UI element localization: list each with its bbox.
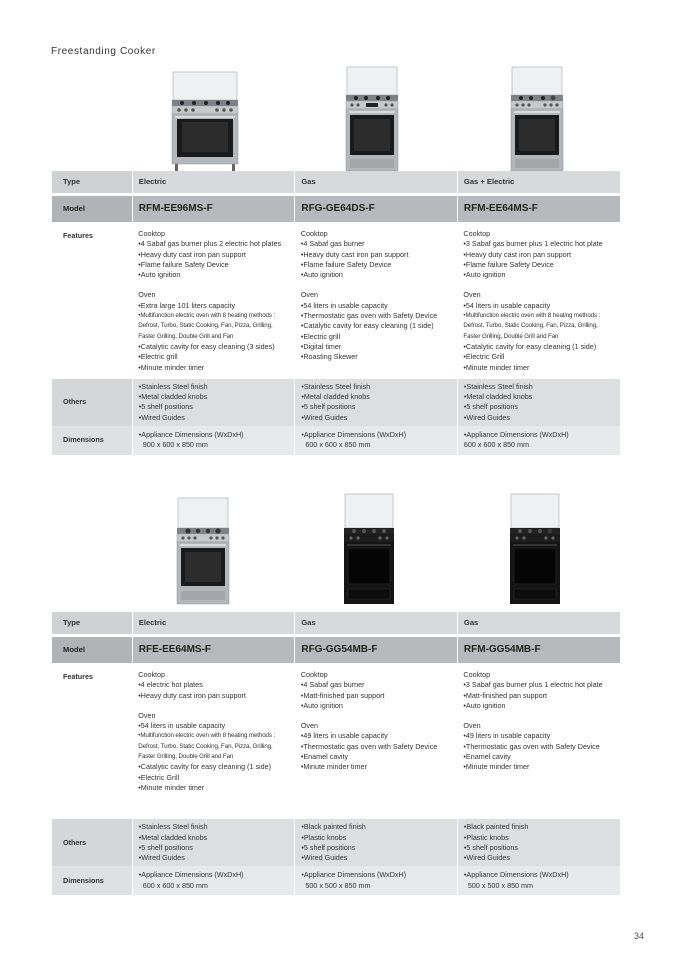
feature-line: •Flame failure Safety Device (300, 259, 392, 269)
other-line: •Black painted finish (301, 822, 366, 832)
features-cell (295, 663, 458, 819)
cooktop-heading: Cooktop (463, 670, 491, 679)
cooker-image-rfe-ee64ms-f (175, 496, 231, 608)
feature-line: •54 liters in usable capacity (463, 300, 551, 310)
model-cell: RFM-GG54MB-F (457, 637, 620, 663)
feature-line: •Auto ignition (463, 700, 506, 710)
feature-line: •Heavy duty cast iron pan support (138, 690, 246, 700)
feature-line: •Digital timer (300, 341, 342, 351)
feature-line: •49 liters in usable capacity (463, 731, 551, 741)
type-cell: Gas (295, 612, 458, 634)
dimensions-cell (295, 426, 458, 455)
feature-line: •Minute minder timer (463, 762, 530, 772)
others-cell (295, 379, 458, 426)
feature-line: •Flame failure Safety Device (138, 259, 229, 269)
feature-line: •Flame failure Safety Device (463, 259, 554, 269)
other-line: •Plastic knobs (301, 832, 347, 842)
model-cell: RFM-EE96MS-F (132, 196, 295, 222)
spec-table-1 (52, 171, 620, 455)
feature-line: •Electric Grill (463, 352, 505, 362)
cooker-image-rfm-gg54mb-f (508, 492, 562, 608)
oven-heading: Oven (138, 710, 156, 720)
other-line: •Metal cladded knobs (138, 832, 208, 842)
features-cell (295, 222, 458, 379)
other-line: •Stainless Steel finish (138, 822, 208, 832)
other-line: •Wired Guides (301, 412, 348, 422)
feature-line: Defrost, Turbo, Static Cooking, Fan, Pizza, Grilling, (138, 322, 273, 330)
dimensions-cell (457, 866, 620, 895)
page-title: Freestanding Cooker (51, 46, 156, 57)
dimensions-caption: •Appliance Dimensions (WxDxH) (463, 870, 569, 880)
feature-line: Defrost, Turbo, Static Cooking, Fan, Pizza, Grilling, (138, 742, 273, 750)
features-row (52, 222, 620, 379)
feature-line: •Thermostatic gas oven with Safety Device (300, 741, 438, 751)
features-cell (132, 663, 295, 819)
dimensions-caption: •Appliance Dimensions (WxDxH) (301, 430, 407, 440)
feature-line: •Matt-finished pan support (463, 690, 548, 700)
dimensions-value: 900 x 600 x 850 mm (142, 440, 208, 450)
dimensions-label: Dimensions (52, 426, 132, 455)
feature-line: •Thermostatic gas oven with Safety Device (300, 311, 438, 321)
feature-line: •Minute minder timer (463, 362, 530, 372)
other-line: •5 shelf positions (301, 402, 356, 412)
type-cell: Electric (132, 171, 295, 193)
cooktop-heading: Cooktop (300, 229, 328, 238)
feature-line: •Electric grill (300, 331, 341, 341)
other-line: •Stainless Steel finish (301, 381, 371, 391)
oven-heading: Oven (463, 290, 481, 300)
model-cell: RFG-GG54MB-F (295, 637, 458, 663)
other-line: •5 shelf positions (138, 842, 193, 852)
feature-line: •Minute minder timer (138, 782, 205, 792)
type-label: Type (52, 171, 132, 193)
features-row (52, 663, 620, 819)
feature-line: •Catalytic cavity for easy cleaning (3 sides) (138, 341, 275, 351)
others-cell (295, 819, 458, 866)
feature-line: •Heavy duty cast iron pan support (300, 249, 409, 259)
feature-line: •Roasting Skewer (300, 352, 358, 362)
model-row (52, 196, 620, 222)
dimensions-cell (457, 426, 620, 455)
feature-line: •Heavy duty cast iron pan support (138, 249, 246, 259)
others-row (52, 379, 620, 426)
feature-line: •Catalytic cavity for easy cleaning (1 side) (463, 341, 597, 351)
dimensions-value: 500 x 500 x 850 mm (305, 880, 371, 890)
other-line: •5 shelf positions (463, 842, 518, 852)
others-row (52, 819, 620, 866)
product-images-1 (52, 60, 620, 175)
dimensions-caption: •Appliance Dimensions (WxDxH) (138, 430, 244, 440)
type-row (52, 612, 620, 634)
dimensions-label: Dimensions (52, 866, 132, 895)
feature-line: Faster Grilling, Double Grill and Fan (138, 332, 234, 340)
feature-line: •Catalytic cavity for easy cleaning (1 side) (138, 762, 272, 772)
other-line: •Wired Guides (301, 853, 348, 863)
model-label: Model (52, 196, 132, 222)
type-cell: Gas (457, 612, 620, 634)
feature-line: •4 Sabaf gas burner (300, 680, 365, 690)
feature-line: •4 Sabaf gas burner (300, 239, 365, 249)
dimensions-value: 600 x 600 x 850 mm (305, 440, 371, 450)
features-label: Features (63, 672, 93, 681)
other-line: •Plastic knobs (463, 832, 509, 842)
other-line: •Stainless Steel finish (138, 381, 208, 391)
other-line: •Wired Guides (463, 412, 510, 422)
feature-line: •Electric Grill (138, 772, 180, 782)
oven-heading: Oven (138, 290, 156, 300)
other-line: •Stainless Steel finish (463, 381, 533, 391)
other-line: •Wired Guides (138, 412, 185, 422)
spec-table-2 (52, 612, 620, 895)
feature-line: •Thermostatic gas oven with Safety Device (463, 741, 600, 751)
oven-heading: Oven (300, 290, 319, 300)
feature-line: •Enamel cavity (300, 752, 349, 762)
product-images-2 (52, 492, 620, 608)
feature-line: •Auto ignition (463, 270, 506, 280)
feature-line: •Auto ignition (138, 270, 181, 280)
others-cell (457, 819, 620, 866)
features-cell (457, 663, 620, 819)
feature-line: •54 liters in usable capacity (300, 300, 388, 310)
type-cell: Gas (295, 171, 458, 193)
feature-line: •Multifunction electric oven with 8 heating methods : (138, 732, 276, 740)
feature-line: •Electric grill (138, 352, 178, 362)
feature-line: •Heavy duty cast iron pan support (463, 249, 571, 259)
feature-line: •Enamel cavity (463, 752, 511, 762)
feature-line: •4 Sabaf gas burner plus 2 electric hot plates (138, 239, 282, 249)
feature-line: •3 Sabaf gas burner plus 1 electric hot plate (463, 680, 603, 690)
type-cell: Gas + Electric (457, 171, 620, 193)
dimensions-cell (132, 866, 295, 895)
dimensions-row (52, 866, 620, 895)
feature-line: •Minute minder timer (138, 362, 205, 372)
feature-line: •49 liters in usable capacity (300, 731, 388, 741)
feature-line: •Catalytic cavity for easy cleaning (1 side) (300, 321, 434, 331)
type-label: Type (52, 612, 132, 634)
cooktop-heading: Cooktop (463, 229, 491, 238)
model-cell: RFG-GE64DS-F (295, 196, 458, 222)
others-cell (132, 379, 295, 426)
cooktop-heading: Cooktop (300, 670, 328, 679)
other-line: •5 shelf positions (138, 402, 193, 412)
feature-line: Faster Grilling, Double Grill and Fan (138, 753, 234, 761)
dimensions-value: 600 x 600 x 850 mm (463, 440, 530, 450)
cooker-image-rfm-ee96ms-f (170, 70, 240, 175)
feature-line: •Auto ignition (300, 270, 343, 280)
other-line: •Wired Guides (138, 853, 185, 863)
page-number: 34 (634, 931, 645, 941)
other-line: •Black painted finish (463, 822, 529, 832)
cooktop-heading: Cooktop (138, 670, 166, 679)
feature-line: •Auto ignition (300, 700, 343, 710)
type-cell: Electric (132, 612, 295, 634)
dimensions-caption: •Appliance Dimensions (WxDxH) (301, 870, 407, 880)
dimensions-caption: •Appliance Dimensions (WxDxH) (138, 870, 244, 880)
type-row (52, 171, 620, 193)
model-label: Model (52, 637, 132, 663)
cooker-image-rfg-ge64ds-f (344, 65, 400, 175)
other-line: •5 shelf positions (301, 842, 356, 852)
others-cell (457, 379, 620, 426)
other-line: •Metal cladded knobs (463, 392, 533, 402)
feature-line: Defrost, Turbo, Static Cooking, Fan, Pizza, Grilling, (463, 322, 598, 330)
feature-line: •Minute minder timer (300, 762, 367, 772)
dimensions-value: 600 x 600 x 850 mm (142, 880, 208, 890)
feature-line: •Extra large 101 liters capacity (138, 300, 236, 310)
cooker-image-rfg-gg54mb-f (342, 492, 396, 608)
others-label: Others (52, 819, 132, 866)
feature-line: •Multifunction electric oven with 8 heating methods : (463, 312, 601, 320)
feature-line: •Multifunction electric oven with 8 heating methods : (138, 312, 276, 320)
other-line: •Metal cladded knobs (301, 392, 370, 402)
feature-line: •4 electric hot plates (138, 680, 203, 690)
dimensions-cell (295, 866, 458, 895)
oven-heading: Oven (300, 721, 319, 731)
dimensions-caption: •Appliance Dimensions (WxDxH) (463, 430, 569, 440)
others-cell (132, 819, 295, 866)
feature-line: Faster Grilling, Double Grill and Fan (463, 332, 559, 340)
model-cell: RFM-EE64MS-F (457, 196, 620, 222)
others-label: Others (52, 379, 132, 426)
feature-line: •Matt-finished pan support (300, 690, 385, 700)
features-cell (457, 222, 620, 379)
dimensions-cell (132, 426, 295, 455)
model-cell: RFE-EE64MS-F (132, 637, 295, 663)
other-line: •Metal cladded knobs (138, 392, 208, 402)
model-row (52, 637, 620, 663)
features-cell (132, 222, 295, 379)
feature-line: •54 liters in usable capacity (138, 721, 226, 731)
dimensions-row (52, 426, 620, 455)
features-label: Features (63, 231, 93, 240)
cooktop-heading: Cooktop (138, 229, 166, 238)
dimensions-value: 500 x 500 x 850 mm (467, 880, 534, 890)
other-line: •Wired Guides (463, 853, 510, 863)
other-line: •5 shelf positions (463, 402, 518, 412)
cooker-image-rfm-ee64ms-f (509, 65, 565, 175)
feature-line: •3 Sabaf gas burner plus 1 electric hot plate (463, 239, 603, 249)
oven-heading: Oven (463, 721, 481, 731)
